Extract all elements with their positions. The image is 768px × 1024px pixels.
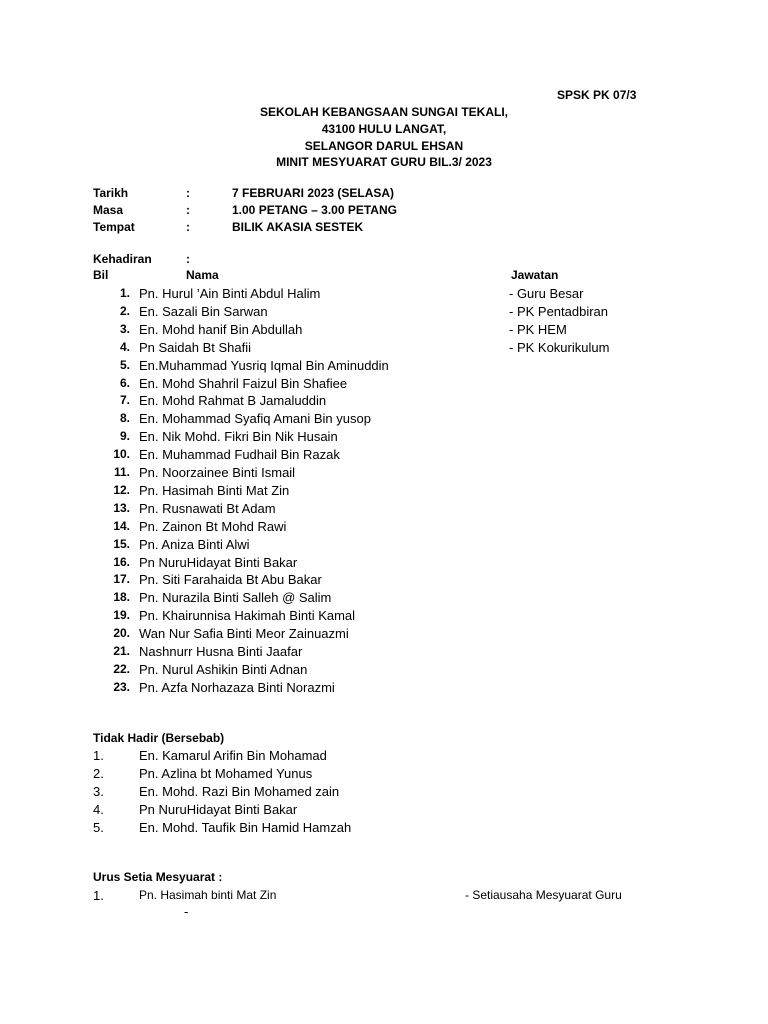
absent-row-number: 2.	[93, 766, 104, 781]
attendance-row-name: En. Muhammad Fudhail Bin Razak	[139, 447, 340, 463]
attendance-row-name: En. Mohd Rahmat B Jamaluddin	[139, 393, 327, 409]
attendance-row-number: 20.	[113, 626, 130, 641]
attendance-row-number: 12.	[113, 482, 130, 497]
attendance-row-name: Pn. Azfa Norhazaza Binti Norazmi	[139, 679, 335, 695]
attendance-row-number: 13.	[113, 500, 130, 515]
meta-colon: :	[186, 220, 190, 234]
absent-row-name: En. Kamarul Arifin Bin Mohamad	[139, 748, 327, 763]
attendance-row-number: 3.	[119, 321, 130, 336]
document-code: SPSK PK 07/3	[557, 88, 637, 102]
secretariat-title: Urus Setia Mesyuarat :	[93, 870, 223, 884]
attendance-row-number: 5.	[119, 357, 130, 372]
absent-title: Tidak Hadir (Bersebab)	[93, 731, 225, 745]
meta-colon: :	[186, 186, 190, 200]
column-header-nama: Nama	[186, 268, 219, 282]
attendance-row-name: En. Mohammad Syafiq Amani Bin yusop	[139, 411, 371, 427]
attendance-row-number: 2.	[119, 303, 130, 318]
attendance-row-number: 6.	[119, 375, 130, 390]
absent-row-number: 5.	[93, 820, 104, 835]
meta-value: 7 FEBRUARI 2023 (SELASA)	[232, 186, 395, 200]
attendance-row-number: 4.	[119, 339, 130, 354]
attendance-row-name: En. Mohd Shahril Faizul Bin Shafiee	[139, 375, 348, 391]
attendance-row-number: 7.	[119, 393, 130, 408]
attendance-row-name: En.Muhammad Yusriq Iqmal Bin Aminuddin	[139, 357, 389, 373]
attendance-colon: :	[186, 252, 190, 266]
school-postcode: 43100 HULU LANGAT,	[321, 122, 447, 136]
absent-row-number: 1.	[93, 748, 104, 763]
attendance-row-role: - Guru Besar	[509, 286, 584, 301]
school-state: SELANGOR DARUL EHSAN	[304, 139, 464, 153]
secretariat-row-number: 1.	[93, 888, 104, 903]
attendance-row-number: 22.	[113, 661, 130, 676]
attendance-row-number: 9.	[119, 429, 130, 444]
secretariat-dash: -	[184, 904, 189, 919]
attendance-row-name: Pn NuruHidayat Binti Bakar	[139, 554, 298, 570]
meta-value: BILIK AKASIA SESTEK	[232, 220, 364, 234]
attendance-row-number: 8.	[119, 411, 130, 426]
attendance-row-number: 23.	[113, 679, 130, 694]
attendance-row-number: 15.	[113, 536, 130, 551]
attendance-row-number: 14.	[113, 518, 130, 533]
absent-row-name: En. Mohd. Razi Bin Mohamed zain	[139, 784, 340, 799]
attendance-row-name: Wan Nur Safia Binti Meor Zainuazmi	[139, 626, 349, 642]
attendance-label: Kehadiran	[93, 252, 152, 266]
attendance-row-number: 16.	[113, 554, 130, 569]
attendance-row-role: - PK Pentadbiran	[509, 303, 609, 319]
attendance-row-name: Pn. Khairunnisa Hakimah Binti Kamal	[139, 608, 356, 624]
attendance-row-name: Nashnurr Husna Binti Jaafar	[139, 644, 303, 659]
attendance-row-name: Pn. Zainon Bt Mohd Rawi	[139, 518, 287, 534]
attendance-row-name: Pn. Aniza Binti Alwi	[139, 536, 250, 552]
attendance-row-number: 1.	[119, 286, 130, 300]
attendance-row-name: Pn. Hasimah Binti Mat Zin	[139, 482, 290, 498]
meta-label: Masa	[93, 203, 124, 217]
attendance-row-name: En. Nik Mohd. Fikri Bin Nik Husain	[139, 429, 338, 445]
attendance-row-name: Pn. Siti Farahaida Bt Abu Bakar	[139, 572, 322, 588]
absent-row-number: 3.	[93, 784, 104, 799]
attendance-row-name: Pn. Noorzainee Binti Ismail	[139, 465, 296, 480]
attendance-row-name: Pn. Nurul Ashikin Binti Adnan	[139, 661, 308, 677]
meta-value: 1.00 PETANG – 3.00 PETANG	[232, 203, 397, 217]
attendance-row-name: Pn Saidah Bt Shafii	[139, 339, 252, 355]
attendance-row-role: - PK Kokurikulum	[509, 339, 610, 355]
column-header-jawatan: Jawatan	[511, 268, 559, 282]
attendance-row-name: Pn. Nurazila Binti Salleh @ Salim	[139, 590, 332, 606]
absent-row-number: 4.	[93, 802, 104, 817]
attendance-row-number: 18.	[113, 590, 130, 605]
attendance-row-name: En. Sazali Bin Sarwan	[139, 303, 268, 319]
meta-label: Tarikh	[93, 186, 129, 200]
attendance-row-name: En. Mohd hanif Bin Abdullah	[139, 321, 303, 337]
attendance-row-number: 11.	[113, 465, 130, 479]
attendance-row-name: Pn. Rusnawati Bt Adam	[139, 500, 276, 516]
attendance-row-number: 19.	[113, 608, 130, 623]
meta-colon: :	[186, 203, 190, 217]
attendance-row-number: 10.	[113, 447, 130, 462]
attendance-row-number: 17.	[113, 572, 130, 587]
attendance-row-number: 21.	[113, 644, 130, 658]
absent-row-name: Pn. Azlina bt Mohamed Yunus	[139, 766, 313, 781]
secretariat-row-role: - Setiausaha Mesyuarat Guru	[465, 888, 622, 902]
school-name: SEKOLAH KEBANGSAAN SUNGAI TEKALI,	[259, 105, 508, 119]
attendance-row-role: - PK HEM	[509, 321, 567, 337]
absent-row-name: Pn NuruHidayat Binti Bakar	[139, 802, 298, 817]
column-header-bil: Bil	[93, 268, 109, 282]
meta-label: Tempat	[93, 220, 135, 234]
attendance-row-name: Pn. Hurul ’Ain Binti Abdul Halim	[139, 286, 321, 301]
document-title: MINIT MESYUARAT GURU BIL.3/ 2023	[276, 155, 492, 169]
absent-row-name: En. Mohd. Taufik Bin Hamid Hamzah	[139, 820, 352, 835]
secretariat-row-name: Pn. Hasimah binti Mat Zin	[139, 888, 277, 902]
